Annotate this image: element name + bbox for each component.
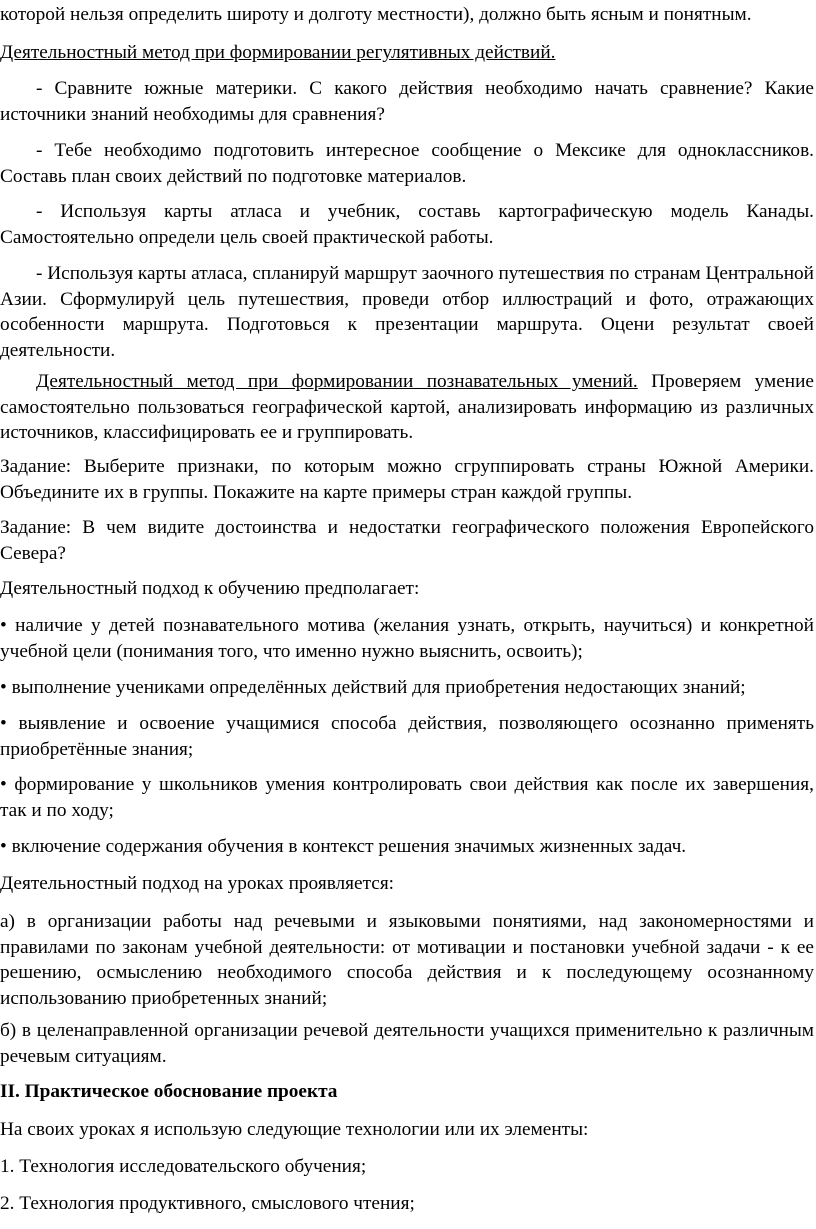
task-compare-continents: - Сравните южные материки. С какого действия необходимо начать сравнение? Какие источники знаний необходимы для сравнения? [0, 78, 814, 125]
paragraph-intro-continuation: которой нельзя определить широту и долготу местности), должно быть ясным и понятным. [0, 4, 752, 25]
bullet-method: • выявление и освоение учащимися способа действия, позволяющего осознанно применять приобретённые знания; [0, 713, 814, 760]
bullet-control: • формирование у школьников умения контролировать свои действия как после их завершения, так и по ходу; [0, 774, 814, 821]
technologies-intro: На своих уроках я использую следующие технологии или их элементы: [0, 1119, 589, 1140]
cognitive-description: Проверяем умение самостоятельно пользоваться географической картой, анализировать информацию из различных источников, классифицировать ее и группировать. [0, 371, 814, 443]
approach-lessons-intro: Деятельностный подход на уроках проявляется: [0, 873, 395, 894]
bullet-context: • включение содержания обучения в контекст решения значимых жизненных задач. [0, 836, 687, 857]
task-canada-model: - Используя карты атласа и учебник, составь картографическую модель Канады. Самостоятельно определи цель своей практической работы. [0, 201, 814, 248]
heading-regulatory-text: Деятельностный метод при формировании регулятивных действий. [0, 42, 556, 63]
task-mexico-report: - Тебе необходимо подготовить интересное сообщение о Мексике для одноклассников. Составь план своих действий по подготовке материалов. [0, 140, 814, 187]
item-b-speech-activity: б) в целенаправленной организации речевой деятельности учащихся применительно к различным речевым ситуациям. [0, 1020, 814, 1067]
technology-item-2: 2. Технология продуктивного, смыслового чтения; [0, 1193, 415, 1214]
bullet-motive: • наличие у детей познавательного мотива (желания узнать, открыть, научиться) и конкретной учебной цели (понимания того, что именно нужно выяснить, освоить); [0, 615, 814, 662]
task-south-america: Задание: Выберите признаки, по которым можно сгруппировать страны Южной Америки. Объедините их в группы. Покажите на карте примеры стран каждой группы. [0, 456, 814, 503]
section-heading-practical: II. Практическое обоснование проекта [0, 1081, 338, 1102]
item-a-organization: а) в организации работы над речевыми и языковыми понятиями, над закономерностями и правилами по законам учебной деятельности: от мотивации и постановки учебной задачи - к ее решению, осмыслению необходимого способа действия и к последующему осознанному использованию приобретенных знаний; [0, 911, 814, 1009]
heading-regulatory [0, 40, 814, 66]
task-european-north: Задание: В чем видите достоинства и недостатки географического положения Европейского Севера? [0, 517, 814, 564]
heading-cognitive-text: Деятельностный метод при формировании познавательных умений. [36, 371, 638, 392]
heading-cognitive [0, 369, 814, 446]
task-central-asia-route: - Используя карты атласа, спланируй маршрут заочного путешествия по странам Центральной Азии. Сформулируй цель путешествия, проведи отбор иллюстраций и фото, отражающих особенности маршрута. Подготовься к презентации маршрута. Оцени результат своей деятельности. [0, 263, 814, 361]
approach-intro: Деятельностный подход к обучению предполагает: [0, 578, 420, 599]
technology-item-1: 1. Технология исследовательского обучения; [0, 1156, 367, 1177]
bullet-actions: • выполнение учениками определённых действий для приобретения недостающих знаний; [0, 677, 746, 698]
